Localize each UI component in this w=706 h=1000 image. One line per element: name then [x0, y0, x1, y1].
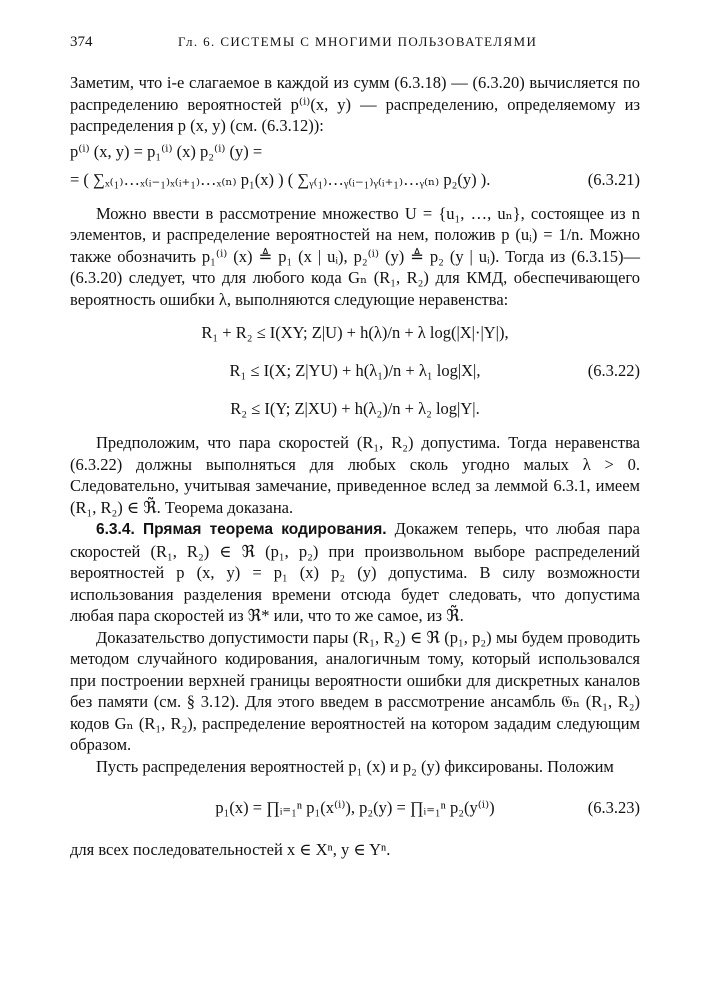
equation-6-3-21	[70, 137, 640, 197]
equation-6-3-22	[70, 310, 640, 432]
equation-line: R₁ ≤ I(X; Z|YU) + h(λ₁)/n + λ₁ log|X|,	[229, 361, 481, 380]
equation-line: R₂ ≤ I(Y; Z|XU) + h(λ₂)/n + λ₂ log|Y|.	[230, 399, 480, 418]
paragraph-6: Пусть распределения вероятностей p₁ (x) и p₂ (y) фиксированы. Положим	[96, 756, 614, 776]
page-body	[70, 72, 640, 861]
paragraph-2: Можно ввести в рассмотрение множество U = {u₁, …, uₙ}, состоящее из n элементов, и распределение вероятностей на нем, положив p (uᵢ) = 1/n. Можно также обозначить p₁⁽ⁱ⁾ (x) ≜ p₁ (x | uᵢ), p₂⁽ⁱ⁾ (y) ≜ p₂ (y | uᵢ). Тогда из (6.3.15)—(6.3.20) следует, что для любого кода Gₙ (R₁, R₂) для КМД, обеспечивающего вероятность ошибки λ, выполняются следующие неравенства:	[70, 203, 640, 309]
equation-line: = ( ∑ₓ₍₁₎…ₓ₍ᵢ₋₁₎ₓ₍ᵢ₊₁₎…ₓ₍ₙ₎ p₁(x) ) ( ∑ᵧ₍₁₎…ᵧ₍ᵢ₋₁₎ᵧ₍ᵢ₊₁₎…ᵧ₍ₙ₎ p₂(y) ).	[70, 169, 491, 189]
equation-6-3-23	[70, 777, 640, 839]
equation-number: (6.3.22)	[587, 361, 640, 380]
paragraph-7: для всех последовательностей x ∈ Xⁿ, y ∈ Yⁿ.	[70, 840, 391, 859]
paragraph-1: Заметим, что i-е слагаемое в каждой из сумм (6.3.18) — (6.3.20) вычисляется по распределению вероятностей p⁽ⁱ⁾(x, y) — распределению, определяемому из распределения p (x, y) (см. (6.3.12)):	[70, 73, 640, 135]
chapter-title: Гл. 6. СИСТЕМЫ С МНОГИМИ ПОЛЬЗОВАТЕЛЯМИ	[178, 34, 538, 49]
paragraph-5: Доказательство допустимости пары (R₁, R₂) ∈ ℜ (p₁, p₂) мы будем проводить методом случайного кодирования, аналогичным тому, который использовался при построении верхней границы вероятности ошибки для дискретных каналов без памяти (см. § 3.12). Для этого введем в рассмотрение ансамбль 𝔊ₙ (R₁, R₂) кодов Gₙ (R₁, R₂), распределение вероятностей на котором зададим следующим образом.	[70, 627, 640, 754]
paragraph-4	[70, 518, 640, 627]
paragraph-3: Предположим, что пара скоростей (R₁, R₂) допустима. Тогда неравенства (6.3.22) должны выполняться для любых сколь угодно малых λ > 0. Следовательно, учитывая замечание, приведенное вслед за леммой 6.3.1, имеем (R₁, R₂) ∈ ℜ̃. Теорема доказана.	[70, 433, 640, 517]
equation-line: R₁ + R₂ ≤ I(XY; Z|U) + h(λ)/n + λ log(|X|·|Y|),	[201, 323, 509, 342]
paragraph-4-text: Докажем теперь, что любая пара скоростей (R₁, R₂) ∈ ℜ (p₁, p₂) при произвольном выборе распределений вероятностей p (x, y) = p₁ (x) p₂ (y) допустима. В силу возможности использования разделения времени отсюда будет следовать, что допустима любая пара скоростей из ℜ* или, что то же самое, из ℜ̃.	[70, 519, 640, 625]
equation-number: (6.3.21)	[587, 169, 640, 189]
equation-line: p₁(x) = ∏ᵢ₌₁ⁿ p₁(x⁽ⁱ⁾), p₂(y) = ∏ᵢ₌₁ⁿ p₂(y⁽ⁱ⁾)	[215, 798, 495, 817]
equation-number: (6.3.23)	[587, 798, 640, 817]
section-heading: 6.3.4. Прямая теорема кодирования.	[96, 521, 387, 538]
equation-line: p⁽ⁱ⁾ (x, y) = p₁⁽ⁱ⁾ (x) p₂⁽ⁱ⁾ (y) =	[70, 141, 263, 161]
page-number: 374	[70, 34, 93, 50]
running-head	[70, 34, 640, 56]
